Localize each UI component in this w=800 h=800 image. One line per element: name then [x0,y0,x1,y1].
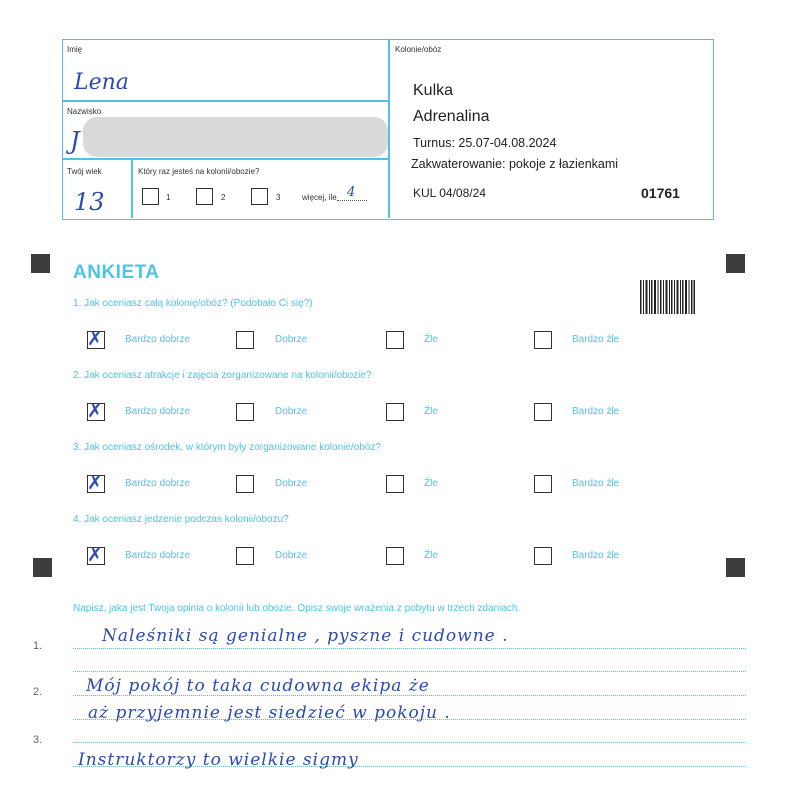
question-1: 1. Jak oceniasz całą kolonię/obóz? (Podobało Ci się?) [73,298,313,309]
q1-bardzo-dobrze-checkbox[interactable] [87,328,105,350]
visit-3-label: 3 [276,193,281,202]
redaction-overlay [83,117,388,157]
q4-option-label: Dobrze [275,550,308,561]
q3-option-label: Bardzo dobrze [125,478,191,489]
q2-zle-checkbox[interactable] [386,403,404,421]
visit-1-label: 1 [166,193,171,202]
q3-zle-checkbox[interactable] [386,475,404,493]
answer-text-line[interactable]: aż przyjemnie jest siedzieć w pokoju . [88,703,451,723]
survey-title: ANKIETA [73,262,160,283]
q2-option-label: Źle [424,406,438,417]
line-number: 3. [33,734,43,746]
check-mark-icon: ✗ [87,400,103,422]
q1-option-label: Bardzo dobrze [125,334,191,345]
check-mark-icon: ✗ [87,472,103,494]
question-3: 3. Jak oceniasz ośrodek, w którym były zorganizowane kolonie/obóz? [73,442,381,453]
header-divider [388,40,390,218]
kolonie-label: Kolonie/obóz [395,45,442,54]
q3-bardzo-dobrze-checkbox[interactable] [87,472,105,494]
q4-zle-checkbox[interactable] [386,547,404,565]
answer-line [73,648,746,649]
q1-dobrze-checkbox[interactable] [236,331,254,349]
question-2: 2. Jak oceniasz atrakcje i zajęcia zorganizowane na kolonii/obozie? [73,370,372,381]
q2-dobrze-checkbox[interactable] [236,403,254,421]
wiecej-dotted-line [337,200,367,201]
wiek-value[interactable]: 13 [74,188,105,216]
q2-bardzo-dobrze-checkbox[interactable] [87,400,105,422]
check-mark-icon: ✗ [87,328,103,350]
registration-marker [33,558,52,577]
visit-2-checkbox[interactable] [196,188,213,205]
header-row-divider [63,158,389,160]
q4-option-label: Źle [424,550,438,561]
q4-option-label: Bardzo źle [572,550,620,561]
check-mark-icon: ✗ [87,544,103,566]
q2-bardzo-zle-checkbox[interactable] [534,403,552,421]
turnus-text: Turnus: 25.07-04.08.2024 [413,136,557,150]
q4-option-label: Bardzo dobrze [125,550,191,561]
camp-name-line2: Adrenalina [413,108,490,125]
q2-option-label: Dobrze [275,406,308,417]
q1-option-label: Bardzo źle [572,334,620,345]
q3-option-label: Źle [424,478,438,489]
form-number: 01761 [641,185,680,201]
q2-option-label: Bardzo dobrze [125,406,191,417]
q4-dobrze-checkbox[interactable] [236,547,254,565]
q3-option-label: Dobrze [275,478,308,489]
q3-bardzo-zle-checkbox[interactable] [534,475,552,493]
answer-line [73,742,746,743]
registration-marker [726,254,745,273]
zakwaterowanie-text: Zakwaterowanie: pokoje z łazienkami [411,157,619,171]
imie-label: Imię [67,45,83,54]
wiecej-value[interactable]: 4 [347,185,356,200]
answer-text-line[interactable]: Instruktorzy to wielkie sigmy [78,750,359,770]
imie-value[interactable]: Lena [74,70,129,95]
q3-option-label: Bardzo źle [572,478,620,489]
code-text: KUL 04/08/24 [413,186,486,200]
line-number: 1. [33,640,43,652]
answer-text-line[interactable]: Mój pokój to taka cudowna ekipa że [86,676,430,696]
q1-bardzo-zle-checkbox[interactable] [534,331,552,349]
nazwisko-value[interactable]: J [70,127,80,155]
visit-2-label: 2 [221,193,226,202]
q2-option-label: Bardzo źle [572,406,620,417]
visit-3-checkbox[interactable] [251,188,268,205]
line-number: 2. [33,686,43,698]
nazwisko-label: Nazwisko [67,107,102,116]
wiek-label: Twój wiek [67,167,102,176]
wiecej-label: więcej, ile [302,193,337,202]
header-col-divider [131,158,133,218]
q1-zle-checkbox[interactable] [386,331,404,349]
header-row-divider [63,100,389,102]
opinion-prompt: Napisz, jaka jest Twoja opinia o kolonii lub obozie. Opisz swoje wrażenia z pobytu w trzech zdaniach. [73,603,521,614]
ktory-raz-label: Który raz jesteś na kolonii/obozie? [138,167,260,176]
visit-1-checkbox[interactable] [142,188,159,205]
q4-bardzo-dobrze-checkbox[interactable] [87,544,105,566]
camp-name-line1: Kulka [413,82,454,99]
barcode-icon [640,280,695,314]
q1-option-label: Źle [424,334,438,345]
registration-marker [726,558,745,577]
q4-bardzo-zle-checkbox[interactable] [534,547,552,565]
q1-option-label: Dobrze [275,334,308,345]
answer-line [73,671,746,672]
registration-marker [31,254,50,273]
q3-dobrze-checkbox[interactable] [236,475,254,493]
question-4: 4. Jak oceniasz jedzenie podczas kolonii/obozu? [73,514,289,525]
answer-text-line[interactable]: Naleśniki są genialne , pyszne i cudowne . [102,626,509,646]
